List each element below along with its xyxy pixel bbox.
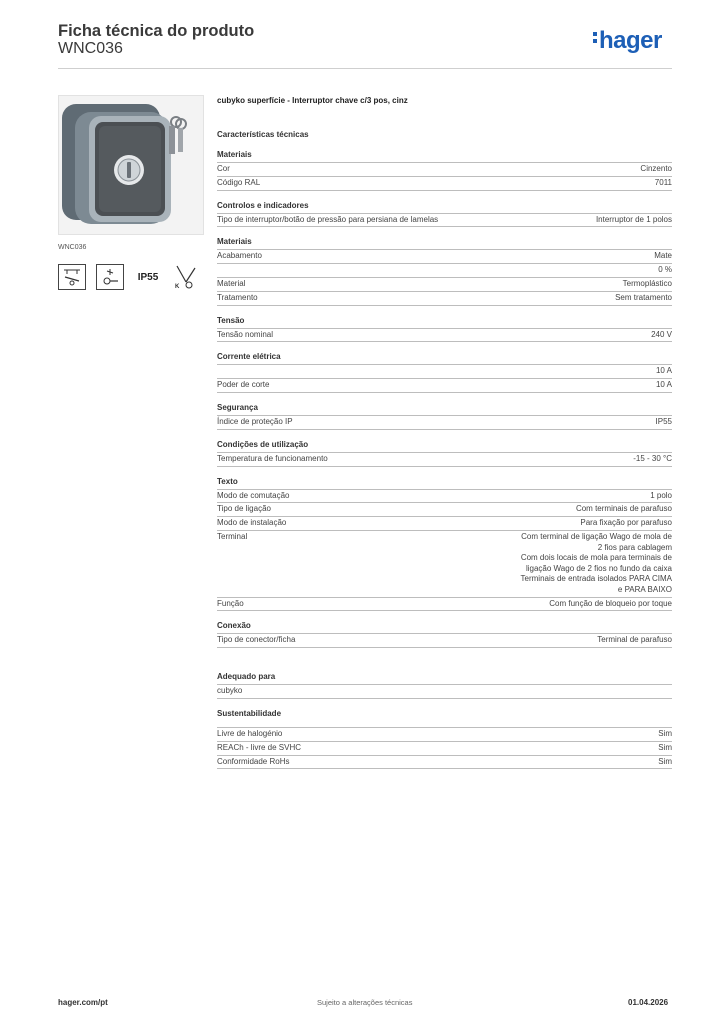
section-title: Materiais [217,237,252,247]
section-title: Materiais [217,150,252,159]
value-line: Terminais de entrada isolados PARA CIMA [520,574,672,584]
value-line: Com dois locais de mola para terminais de [520,553,672,563]
spec-value: Sim [658,742,672,752]
spec-value: Sim [658,756,672,766]
spec-section [217,352,672,393]
section-title: Sustentabilidade [217,708,282,718]
product-image [58,95,204,235]
section-title: Texto [217,476,238,486]
spec-section [217,403,672,430]
spec-section [217,316,672,343]
spec-section [217,621,672,648]
spec-section [217,477,672,612]
section-title: Adequado para [217,672,276,682]
value-line: ligação Wago de 2 fios no fundo da caixa [525,563,672,573]
spec-label: Temperatura de funcionamento [217,453,328,463]
spec-row [217,633,672,648]
spec-row [217,727,672,741]
spec-section [217,709,672,769]
spec-label: Livre de halogénio [217,728,283,738]
spec-label: cubyko [217,686,243,696]
spec-value: 10 A [655,366,672,376]
ip55-badge: IP55 [137,271,159,283]
spec-value: Termoplástico [622,278,672,288]
section-rows [217,162,672,191]
logo-dots-icon [593,29,597,46]
spec-label: REACh - livre de SVHC [217,742,302,752]
spec-label: Conformidade RoHs [217,756,290,766]
spec-row [217,176,672,191]
section-rows [217,633,672,648]
section-title: Condições de utilização [217,439,309,449]
spec-value: Mate [654,251,672,261]
section-rows [217,328,672,343]
spec-label: Índice de proteção IP [217,416,293,426]
spec-label: Tipo de interruptor/botão de pressão para persiana de lamelas [217,214,439,224]
spec-row [217,378,672,393]
value-line: 2 fios para cablagem [597,542,672,552]
spec-value: 10 A [655,380,672,390]
spec-row [217,755,672,770]
section-rows [217,213,672,228]
spec-row [217,213,672,228]
hager-logo[interactable] [593,27,662,55]
spec-value: Sim [658,728,672,738]
product-code: WNC036 [58,40,123,57]
spec-value: Cinzento [640,164,672,173]
spec-value: Com terminais de parafuso [575,504,672,514]
spec-value: Para fixação por parafuso [580,518,672,528]
spec-row [217,415,672,430]
spec-value: Sem tratamento [615,292,672,302]
spec-row [217,502,672,516]
spec-value: -15 - 30 °C [633,453,672,463]
spec-label: Tipo de conector/ficha [217,635,296,645]
spec-row [217,277,672,291]
spec-section [217,237,672,305]
product-name: cubyko superfície - Interruptor chave c/3 pos, cinz [217,96,408,105]
spec-label: Função [217,598,244,608]
spec-row [217,684,672,699]
section-rows [217,364,672,393]
switch-symbol-icon [58,264,86,290]
header-divider [58,68,672,69]
document-title: Ficha técnica do produto [58,22,255,40]
spec-row [217,530,672,597]
spec-value: 240 V [651,329,672,339]
spec-value: 7011 [654,177,672,187]
section-rows [217,249,672,305]
value-line: Com terminal de ligação Wago de mola de [521,531,672,541]
spec-row [217,489,672,503]
spec-row [217,516,672,530]
spec-label: Modo de comutação [217,490,290,500]
spec-label: Modo de instalação [217,518,287,528]
logo-text: hager [599,27,662,54]
spec-label: Tipo de ligação [217,504,271,514]
spec-row [217,291,672,306]
image-caption: WNC036 [58,244,87,251]
spec-label: Cor [217,164,230,173]
section-rows [217,452,672,467]
spec-row [217,162,672,176]
spec-label: Poder de corte [217,380,270,390]
spec-label: Tratamento [217,292,258,302]
section-rows [217,489,672,612]
key-switch-symbol-icon [96,264,124,290]
spec-section [217,440,672,467]
spec-row [217,597,672,612]
spec-row [217,364,672,378]
characteristics-heading: Características técnicas [217,130,309,139]
spec-row [217,263,672,277]
footer-notice: Sujeito a alterações técnicas [317,998,413,1007]
spec-row [217,452,672,467]
spec-label: Material [217,278,246,288]
spec-label: Tensão nominal [217,329,274,339]
spec-section [217,201,672,228]
svg-text:K: K [175,284,180,290]
spec-value: Interruptor de 1 polos [595,214,672,224]
spec-value [472,532,672,596]
spec-value: 0 % [658,265,672,275]
specifications [217,96,672,769]
section-rows [217,415,672,430]
spec-row [217,328,672,343]
spec-label: Acabamento [217,251,262,261]
spec-value: IP55 [655,416,672,426]
spec-label: Código RAL [217,177,261,187]
certification-icons [58,264,200,290]
spec-value: Terminal de parafuso [597,635,672,645]
spec-value: 1 polo [650,490,672,500]
spec-row [217,741,672,755]
section-title: Tensão [217,315,245,325]
footer-date: 01.04.2026 [628,998,669,1007]
value-line: e PARA BAIXO [617,584,672,594]
spec-row [217,249,672,263]
spec-section [217,672,672,699]
section-rows [217,727,672,769]
section-title: Segurança [217,402,258,412]
spec-label: Terminal [217,531,248,541]
key-position-icon [172,264,200,290]
section-rows [217,684,672,699]
section-title: Controlos e indicadores [217,200,309,210]
section-title: Corrente elétrica [217,352,281,362]
spec-value: Com função de bloqueio por toque [549,598,672,608]
spec-section [217,150,672,191]
footer-website-link[interactable]: hager.com/pt [58,998,108,1007]
section-title: Conexão [217,621,251,631]
